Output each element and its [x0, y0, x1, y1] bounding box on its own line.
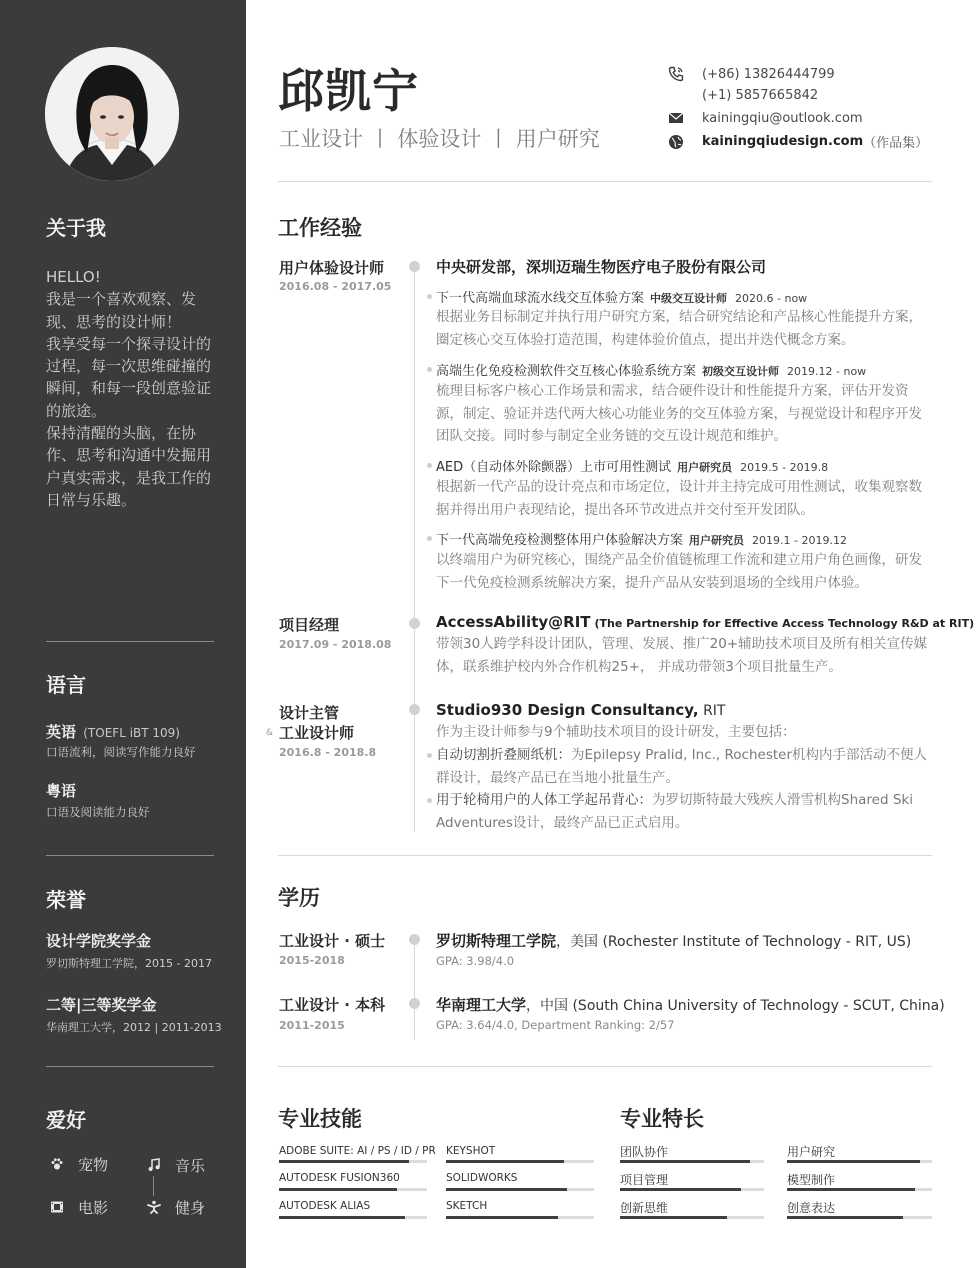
hobby-item — [143, 1154, 205, 1176]
project-role: 中级交互设计师 — [650, 292, 728, 305]
timeline-line — [414, 262, 415, 832]
project-role: 用户研究员 — [677, 461, 733, 474]
skill-label: AUTODESK FUSION360 — [279, 1172, 400, 1184]
skill-bar-fill — [279, 1160, 409, 1163]
timeline-dot — [409, 998, 420, 1009]
sub-project-desc: 为Epilepsy Pralid, Inc., Rochester机构内手部活动不便人群设计，最终产品已在当地小批量生产。 — [436, 747, 928, 786]
honors-title: 荣誉 — [46, 888, 86, 912]
timeline-dot — [409, 261, 420, 272]
honor-name: 设计学院奖学金 — [46, 932, 152, 950]
contact-phone — [668, 66, 835, 82]
resume-name: 邱凯宁 — [278, 64, 419, 118]
project-date: 2019.1 - 2019.12 — [752, 534, 847, 547]
job-date: 2016.8 - 2018.8 — [279, 746, 377, 759]
project-desc: 梳理目标客户核心工作场景和需求，结合硬件设计和性能提升方案，评估开发资源，制定、验证并迭代两大核心功能业务的交互体验方案，与视觉设计和程序开发团队交接。同时参与制定全业务链的交互设计规范和维护。 — [436, 383, 922, 444]
resume-tagline: 工业设计 丨 体验设计 丨 用户研究 — [279, 127, 600, 151]
project-desc: 根据新一代产品的设计亮点和市场定位，设计并主持完成可用性测试，收集观察数据并得出用户表现结论，提出各环节改进点并交付至开发团队。 — [436, 479, 922, 518]
skill-bar — [279, 1160, 427, 1163]
job-org: 中央研发部，深圳迈瑞生物医疗电子股份有限公司 — [436, 258, 767, 276]
skill-bar-fill — [446, 1188, 567, 1191]
language-desc: 口语及阅读能力良好 — [46, 805, 150, 819]
hobby-label: 健身 — [175, 1198, 206, 1217]
school-location: ，中国 (South China University of Technology - SCUT, China) — [526, 998, 945, 1014]
project-name: AED（自动体外除颤器）上市可用性测试 — [436, 460, 672, 475]
project-header — [436, 360, 866, 379]
strength-bar-fill — [787, 1160, 920, 1163]
edu-date: 2015-2018 — [279, 954, 345, 967]
education-title: 学历 — [278, 886, 320, 910]
paw-icon — [46, 1153, 68, 1175]
about-text — [46, 266, 218, 511]
divider — [46, 1066, 214, 1067]
globe-icon — [668, 134, 686, 150]
project-name: 下一代高端血球流水线交互体验方案 — [436, 291, 645, 306]
film-icon — [46, 1196, 68, 1218]
project-role: 初级交互设计师 — [702, 365, 780, 378]
edu-degree: 工业设计 · 本科 — [279, 996, 386, 1014]
contact-email — [668, 110, 863, 126]
about-line: HELLO! — [46, 268, 101, 286]
project-desc: 以终端用户为研究核心，围绕产品全价值链梳理工作流和建立用户角色画像，研发下一代免疫检测系统解决方案，提升产品从安装到退场的全线用户体验。 — [436, 552, 922, 591]
language-name: 英语 — [46, 723, 77, 741]
bullet-dot — [427, 753, 432, 758]
language-score: (TOEFL iBT 109) — [83, 726, 180, 740]
phone-icon — [668, 66, 686, 82]
strength-label: 创新思维 — [620, 1201, 669, 1215]
project-role: 用户研究员 — [689, 534, 745, 547]
strength-label: 创意表达 — [787, 1201, 836, 1215]
skill-label: KEYSHOT — [446, 1145, 496, 1157]
job-date: 2017.09 - 2018.08 — [279, 638, 392, 651]
strength-bar-fill — [620, 1216, 727, 1219]
project-date: 2020.6 - now — [735, 292, 808, 305]
portrait-image — [45, 47, 179, 181]
strength-bar — [787, 1216, 932, 1219]
honor-desc: 罗切斯特理工学院，2015 - 2017 — [46, 957, 212, 970]
project-header — [436, 287, 807, 306]
sub-project-desc: 为罗切斯特最大残疾人滑雪机构Shared Ski Adventures设计，最终产品已正式启用。 — [436, 792, 913, 831]
timeline-dot — [409, 618, 420, 629]
strength-label: 用户研究 — [787, 1145, 836, 1159]
org-name: Studio930 Design Consultancy, — [436, 701, 699, 719]
timeline-line — [414, 935, 415, 1040]
edu-date: 2011-2015 — [279, 1019, 345, 1032]
org-subtitle: (The Partnership for Effective Access Technology R&D at RIT) — [594, 617, 975, 630]
project-header — [436, 456, 828, 475]
strength-bar — [620, 1160, 764, 1163]
job-role: 用户体验设计师 — [279, 259, 385, 277]
project-desc: 根据业务目标制定并执行用户研究方案，结合研究结论和产品核心性能提升方案，圈定核心交互体验打造范围，构建体验价值点，提出并迭代概念方案。 — [436, 309, 922, 348]
language-name: 粤语 — [46, 782, 77, 800]
sub-project-name: 自动切割折叠厕纸机： — [436, 747, 571, 763]
strength-label: 项目管理 — [620, 1173, 669, 1187]
strength-bar — [787, 1188, 932, 1191]
project-name: 高端生化免疫检测软件交互核心体验系统方案 — [436, 364, 697, 379]
avatar — [45, 47, 179, 181]
strength-bar-fill — [620, 1188, 741, 1191]
skill-bar — [279, 1216, 427, 1219]
divider — [278, 1066, 932, 1067]
contact-website — [668, 132, 928, 151]
bullet-dot — [427, 463, 432, 468]
bullet-dot — [427, 294, 432, 299]
skill-label: AUTODESK ALIAS — [279, 1200, 371, 1212]
project-name: 下一代高端免疫检测整体用户体验解决方案 — [436, 533, 684, 548]
org-name: AccessAbility@RIT — [436, 613, 591, 631]
skill-bar-fill — [279, 1188, 397, 1191]
language-item — [46, 780, 76, 801]
job-role: 项目经理 — [279, 616, 340, 634]
bullet-dot — [427, 367, 432, 372]
job-org — [436, 613, 974, 631]
language-desc: 口语流利，阅读写作能力良好 — [46, 745, 196, 759]
experience-title: 工作经验 — [278, 216, 362, 240]
about-line: 我享受每一个探寻设计的过程，每一次思维碰撞的瞬间，和每一段创意验证的旅途。 — [46, 334, 212, 420]
about-title: 关于我 — [46, 216, 106, 240]
sub-project — [436, 789, 932, 834]
sub-project-name: 用于轮椅用户的人体工学起吊背心： — [436, 792, 652, 808]
hobby-label: 音乐 — [175, 1156, 206, 1175]
phone-number: (+86) 13826444799 — [702, 66, 835, 82]
skill-bar-fill — [446, 1216, 558, 1219]
skill-bar-fill — [446, 1160, 564, 1163]
strength-label: 模型制作 — [787, 1173, 836, 1187]
edu-gpa: GPA: 3.98/4.0 — [436, 954, 515, 968]
skill-bar — [446, 1188, 594, 1191]
strength-bar-fill — [787, 1216, 903, 1219]
strength-bar-fill — [620, 1160, 750, 1163]
school-name: 华南理工大学 — [436, 996, 527, 1014]
project-date: 2019.5 - 2019.8 — [740, 461, 829, 474]
hobby-label: 电影 — [78, 1198, 109, 1217]
job-org — [436, 701, 725, 719]
email-address[interactable]: kainingqiu@outlook.com — [702, 110, 863, 126]
skills-title: 专业技能 — [278, 1107, 362, 1131]
honor-name: 二等|三等奖学金 — [46, 996, 157, 1014]
job-role: 工业设计师 — [279, 724, 355, 742]
strengths-title: 专业特长 — [620, 1107, 704, 1131]
divider — [278, 855, 932, 856]
project-header — [436, 529, 847, 548]
skill-bar-fill — [279, 1216, 405, 1219]
hobby-item — [143, 1196, 205, 1218]
project-date: 2019.12 - now — [787, 365, 867, 378]
contact-phone-alt: (+1) 5857665842 — [702, 88, 819, 103]
divider — [153, 1176, 154, 1196]
edu-school — [436, 930, 911, 951]
timeline-dot — [409, 934, 420, 945]
website-note: （作品集） — [863, 136, 929, 151]
skill-label: SKETCH — [446, 1200, 488, 1212]
about-line: 保持清醒的头脑，在协作、思考和沟通中发掘用户真实需求，是我工作的日常与乐趣。 — [46, 424, 212, 509]
strength-bar — [787, 1160, 932, 1163]
skill-bar — [446, 1216, 594, 1219]
about-line: 我是一个喜欢观察、发现、思考的设计师！ — [46, 290, 197, 331]
divider — [46, 855, 214, 856]
hobby-item — [46, 1153, 108, 1175]
honor-desc: 华南理工大学，2012 | 2011-2013 — [46, 1021, 222, 1034]
fitness-icon — [143, 1196, 165, 1218]
sidebar — [0, 0, 246, 1268]
strength-bar — [620, 1188, 764, 1191]
bullet-dot — [427, 536, 432, 541]
timeline-dot — [409, 704, 420, 715]
hobbies-title: 爱好 — [46, 1108, 86, 1132]
strength-label: 团队协作 — [620, 1145, 669, 1159]
sub-project — [436, 744, 932, 789]
org-suffix: RIT — [698, 703, 726, 719]
skill-bar — [446, 1160, 594, 1163]
hobby-label: 宠物 — [78, 1155, 109, 1174]
school-location: ，美国 (Rochester Institute of Technology - RIT, US) — [556, 934, 912, 950]
languages-title: 语言 — [46, 673, 86, 697]
edu-school — [436, 994, 945, 1015]
role-ampersand: & — [266, 728, 274, 738]
job-date: 2016.08 - 2017.05 — [279, 280, 392, 293]
divider — [278, 181, 932, 182]
strength-bar — [620, 1216, 764, 1219]
job-intro: 作为主设计师参与9个辅助技术项目的设计研发，主要包括： — [436, 724, 796, 740]
edu-degree: 工业设计 · 硕士 — [279, 932, 386, 950]
edu-gpa: GPA: 3.64/4.0, Department Ranking: 2/57 — [436, 1018, 675, 1032]
skill-bar — [279, 1188, 427, 1191]
mail-icon — [668, 110, 686, 126]
music-icon — [143, 1154, 165, 1176]
language-item — [46, 721, 180, 742]
strength-bar-fill — [787, 1188, 915, 1191]
skill-label: SOLIDWORKS — [446, 1172, 518, 1184]
job-desc: 带领30人跨学科设计团队，管理、发展、推广20+辅助技术项目及所有相关宣传媒体，联系维护校内外合作机构25+， 并成功带领3个项目批量生产。 — [436, 636, 928, 675]
school-name: 罗切斯特理工学院 — [436, 932, 557, 950]
hobby-item — [46, 1196, 108, 1218]
divider — [46, 641, 214, 642]
skill-label: ADOBE SUITE: AI / PS / ID / PR — [279, 1145, 436, 1157]
job-role: 设计主管 — [279, 704, 340, 722]
bullet-dot — [427, 798, 432, 803]
website-link[interactable]: kainingqiudesign.com — [702, 134, 864, 149]
